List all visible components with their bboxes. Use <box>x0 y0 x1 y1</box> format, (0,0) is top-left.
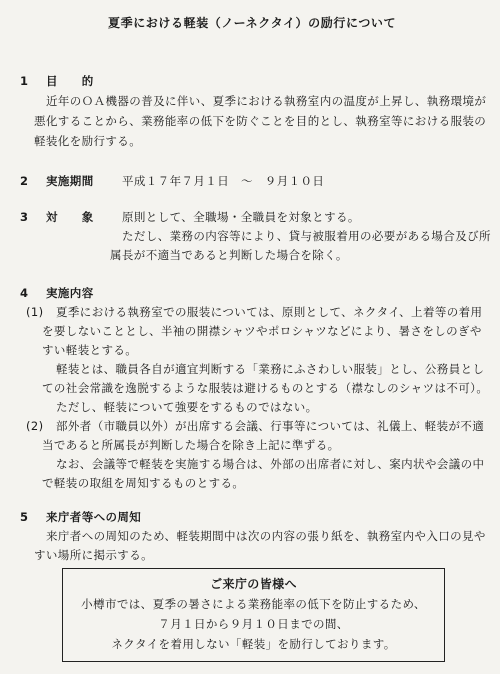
section-4-number: 4 <box>20 286 29 300</box>
notice-box-title: ご来庁の皆様へ <box>210 577 297 591</box>
section-1-heading: 目 的 <box>46 74 94 88</box>
item-2-line: 当であると所属長が判断した場合を除き上記に準ずる。 <box>42 438 340 452</box>
notice-box-line: ネクタイを着用しない「軽装」を励行しております。 <box>111 637 396 651</box>
section-5-line: 来庁者への周知のため、軽装期間中は次の内容の張り紙を、執務室内や入口の見や <box>46 529 486 543</box>
section-3-line: 原則として、全職場・全職員を対象とする。 <box>122 210 360 224</box>
section-1-number: 1 <box>20 74 29 88</box>
section-2-number: 2 <box>20 174 29 188</box>
notice-box <box>62 568 445 662</box>
section-5-heading: 来庁者等への周知 <box>46 510 142 524</box>
item-1-line: 軽装とは、職員各自が適宜判断する「業務にふさわしい服装」とし、公務員とし <box>56 362 485 376</box>
item-2-label: (2) <box>26 419 44 433</box>
notice-box-line: 小樽市では、夏季の暑さによる業務能率の低下を防止するため、 <box>81 597 426 611</box>
section-5-line: すい場所に掲示する。 <box>34 548 153 562</box>
item-2-line: で軽装の取組を周知するものとする。 <box>42 476 245 490</box>
section-1-line: 軽装化を励行する。 <box>34 134 142 148</box>
section-4-heading: 実施内容 <box>46 286 94 300</box>
section-1-line: 悪化することから、業務能率の低下を防ぐことを目的とし、執務室等における服装の <box>34 114 487 128</box>
item-1-line: すい軽装とする。 <box>42 343 138 357</box>
section-3-line: 属長が不適当であると判断した場合を除く。 <box>110 248 348 262</box>
section-3-number: 3 <box>20 210 29 224</box>
notice-box-line: ７月１日から９月１０日までの間、 <box>158 617 349 631</box>
item-2-line: なお、会議等で軽装を実施する場合は、外部の出席者に対し、案内状や会議の中 <box>56 457 485 471</box>
item-1-line: 夏季における執務室での服装については、原則として、ネクタイ、上着等の着用 <box>56 305 483 319</box>
section-2-value: 平成１７年７月１日 ～ ９月１０日 <box>122 174 325 188</box>
item-2-line: 部外者（市職員以外）が出席する会議、行事等については、礼儀上、軽装が不適 <box>56 419 485 433</box>
document-title: 夏季における軽装（ノーネクタイ）の励行について <box>108 16 397 30</box>
section-2-heading: 実施期間 <box>46 174 94 188</box>
section-3-heading: 対 象 <box>46 210 94 224</box>
item-1-line: ての社会常識を逸脱するような服装は避けるものとする（襟なしのシャツは不可）。 <box>42 381 489 395</box>
item-1-line: を要しないこととし、半袖の開襟シャツやポロシャツなどにより、暑さをしのぎや <box>42 324 482 338</box>
section-1-line: 近年のＯＡ機器の普及に伴い、夏季における執務室内の温度が上昇し、執務環境が <box>46 94 487 108</box>
item-1-line: ただし、軽装について強要をするものではない。 <box>56 400 318 414</box>
section-3-line: ただし、業務の内容等により、貸与被服着用の必要がある場合及び所 <box>122 229 491 243</box>
item-1-label: (1) <box>26 305 44 319</box>
section-5-number: 5 <box>20 510 29 524</box>
